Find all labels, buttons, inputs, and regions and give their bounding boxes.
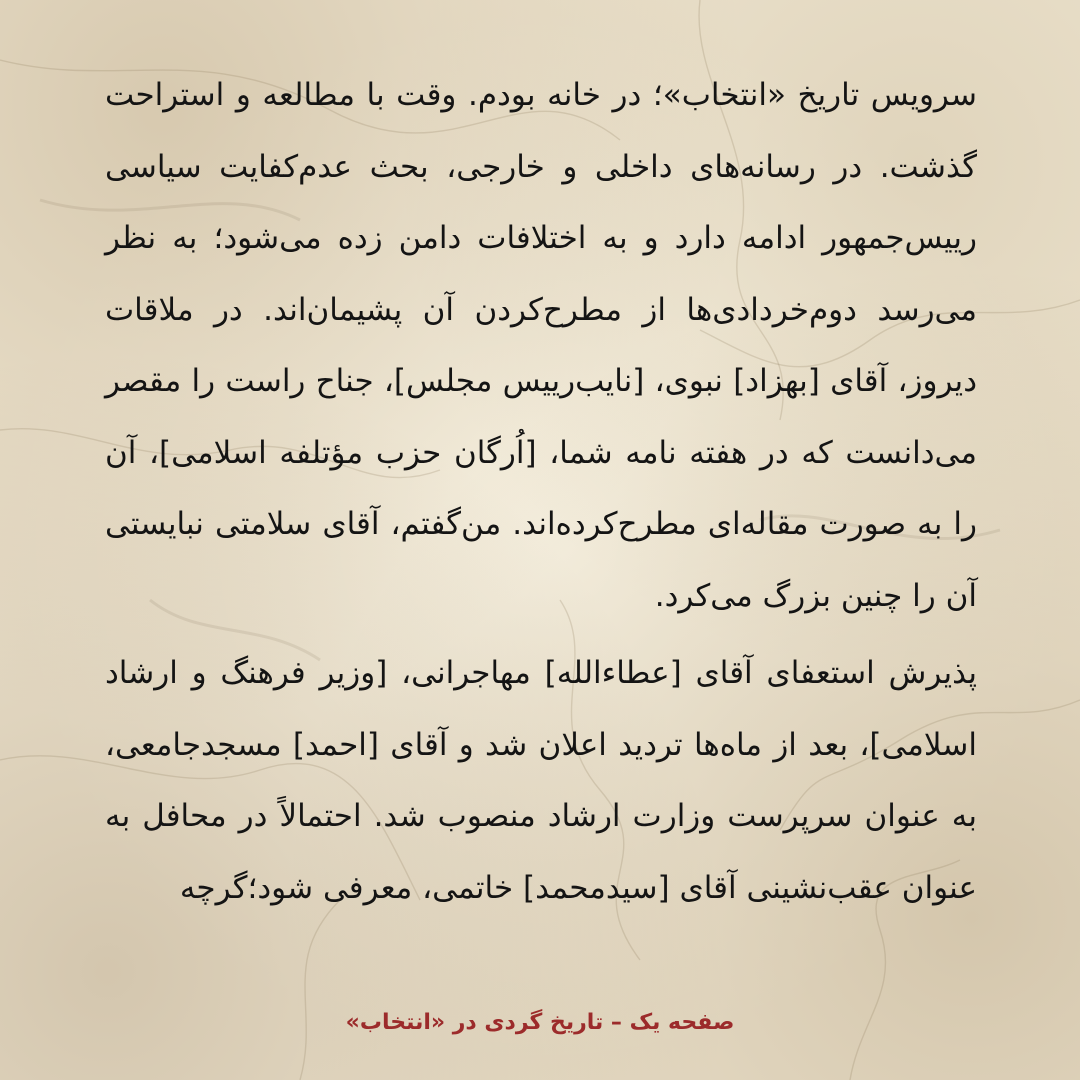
article-paragraph-2: پذیرش استعفای آقای [عطاءالله] مهاجرانی، [وزیر فرهنگ و ارشاد اسلامی]، بعد از ماه‌ها تردید اعلان شد و آقای [احمد] مسجدجامعی، به عنوان سرپرست وزارت ارشاد منصوب شد. احتمالاً در محافل به عنوان عقب‌نشینی آقای [سیدمحمد] خاتمی، معرفی شود؛گرچه [105, 655, 977, 906]
footer-caption: صفحه یک – تاریخ گردی در «انتخاب» [345, 1010, 735, 1035]
article-body [105, 60, 977, 960]
article-paragraph-1: سرویس تاریخ «انتخاب»؛ در خانه بودم. وقت با مطالعه و استراحت گذشت. در رسانه‌های داخلی و خارجی، بحث عدم‌کفایت سیاسی رییس‌جمهور ادامه دارد و به اختلافات دامن زده می‌شود؛ به نظر می‌رسد دوم‌خردادی‌ها از مطرح‌کردن آن پشیمان‌اند. در ملاقات دیروز، آقای [بهزاد] نبوی، [نایب‌رییس مجلس]، جناح راست را مقصر می‌دانست که در هفته نامه شما، [اُرگان حزب مؤتلفه اسلامی]، آن را به صورت مقاله‌ای مطرح‌کرده‌اند. من‌گفتم، آقای سلامتی نبایستی آن را چنین بزرگ می‌کرد. [105, 77, 977, 614]
